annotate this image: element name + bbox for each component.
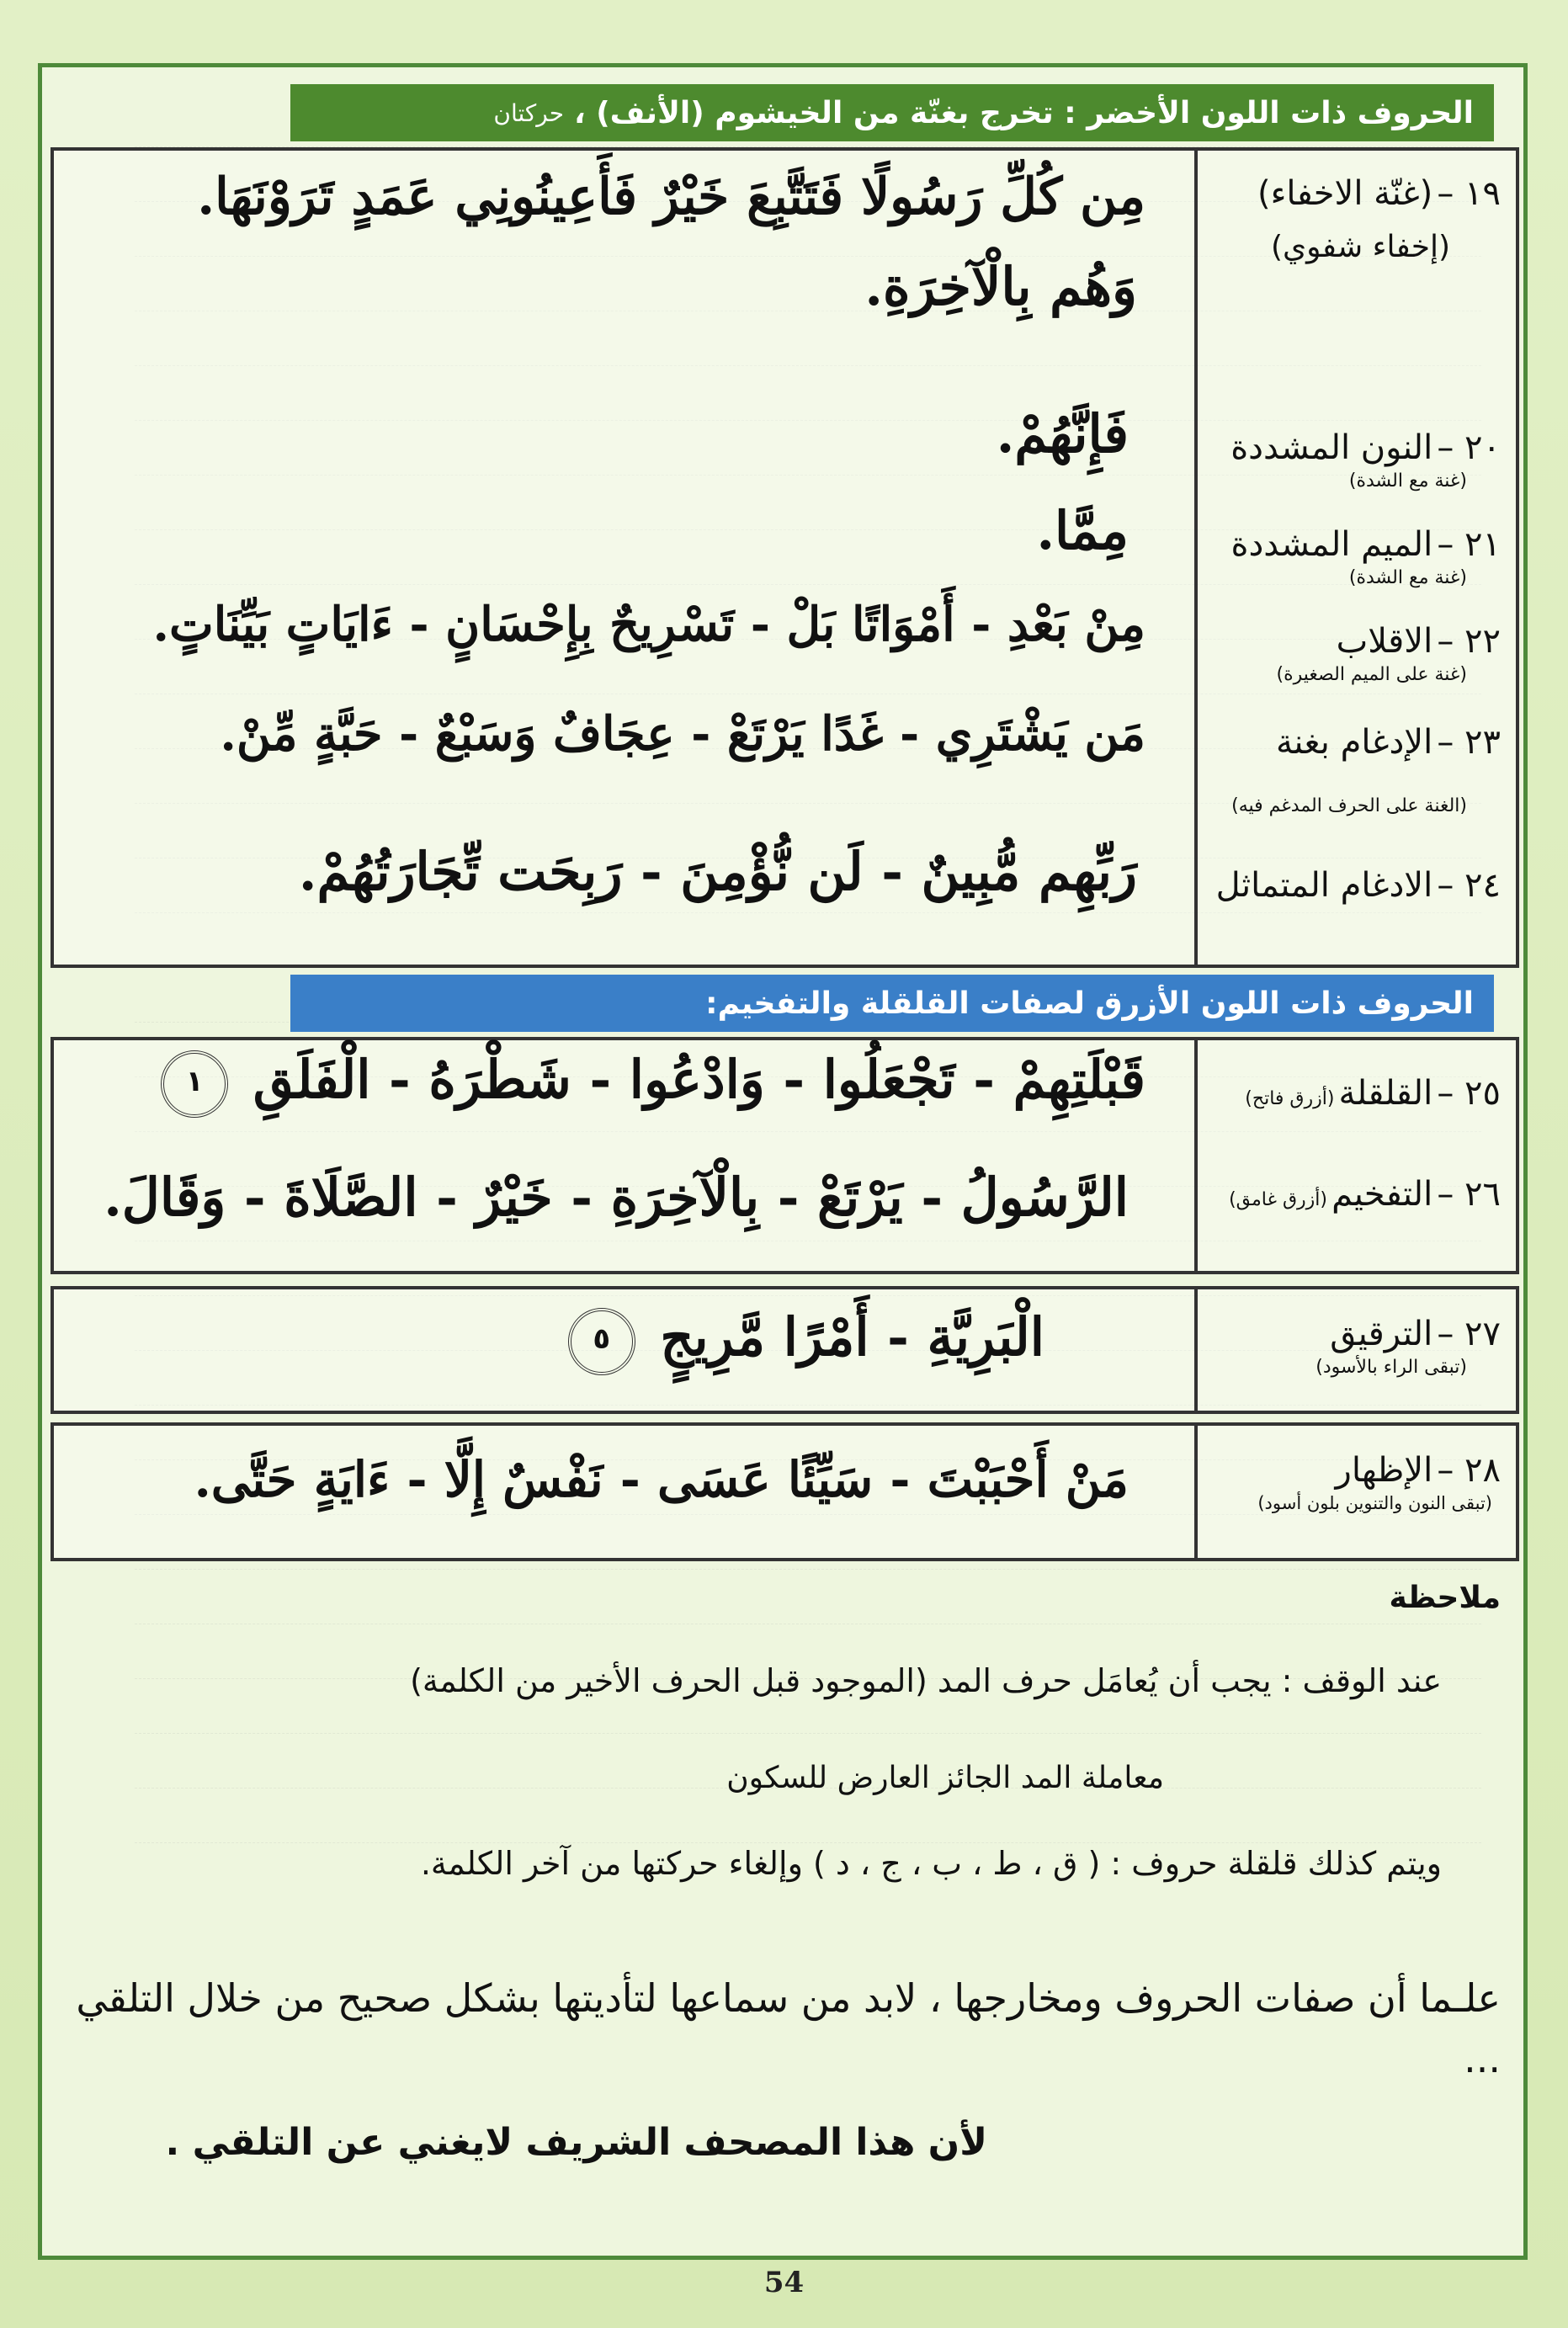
izhar-section — [50, 1422, 1519, 1561]
rule-subtitle: (غنة مع الشدة) — [1348, 567, 1467, 588]
rule-number: ١٩ – — [1437, 174, 1501, 213]
rule-25-label — [1147, 1074, 1501, 1113]
rule-subtitle: (غنة على الميم الصغيرة) — [1276, 664, 1467, 685]
rule-number: ٢٨ – — [1437, 1451, 1501, 1490]
rule-23-label — [1147, 723, 1501, 816]
qalqala-tafkhim-section — [50, 1037, 1519, 1274]
rule-subtitle: (غنة مع الشدة) — [1348, 470, 1467, 492]
example-iqlab: مِنْ بَعْدِ - أَمْوَاتًا بَلْ - تَسْرِيحٌ بِإِحْسَانٍ - ءَايَاتٍ بَيِّنَاتٍ. — [152, 597, 1145, 652]
page-number: 54 — [763, 2266, 805, 2299]
rule-number: ٢٢ – — [1437, 622, 1501, 661]
rule-title: النون المشددة — [1230, 428, 1433, 467]
example-ikhfa-line1: مِن كُلِّ رَسُولًا فَتَتَّبِعَ خَيْرٌ فَأَعِينُونِي عَمَدٍ تَرَوْنَهَا. — [197, 167, 1145, 226]
rule-title: الميم المشددة — [1230, 525, 1433, 564]
rule-title: الإظهار — [1335, 1451, 1433, 1490]
example-izhar: مَنْ أَحْبَبْتَ - سَيِّئًا عَسَى - نَفْسٌ إِلَّا - ءَايَةٍ حَتَّى. — [194, 1451, 1129, 1508]
rule-title: الإدغام بغنة — [1275, 723, 1433, 762]
rule-21-label — [1147, 525, 1501, 588]
note-line-qalqala: ويتم كذلك قلقلة حروف : ( ق ، ط ، ب ، ج ، د ) وإلغاء حركتها من آخر الكلمة. — [420, 1845, 1442, 1882]
example-ikhfa-line2: وَهُم بِالْآخِرَةِ. — [864, 256, 1137, 317]
green-banner-title: الحروف ذات اللون الأخضر : تخرج بغنّة من الخيشوم (الأنف) ، — [574, 95, 1474, 130]
ayah-marker: ٥ — [568, 1308, 635, 1375]
example-meem-mushaddada: مِمَّا. — [1036, 500, 1129, 561]
rule-number: ٢٥ – — [1437, 1074, 1501, 1113]
rule-subtitle: (تبقى النون والتنوين بلون أسود) — [1257, 1493, 1492, 1513]
rule-subtitle: (أزرق فاتح) — [1245, 1088, 1335, 1109]
rule-title: الادغام المتماثل — [1215, 866, 1433, 905]
tarqiq-section — [50, 1286, 1519, 1414]
example-tarqiq — [561, 1306, 1044, 1375]
rule-26-label — [1147, 1175, 1501, 1214]
rule-24-label — [1147, 866, 1501, 905]
rule-number: ٢١ – — [1437, 525, 1501, 564]
example-qalqala-text: قَبْلَتِهِمْ - تَجْعَلُوا - وَادْعُوا - شَطْرَهُ - الْفَلَقِ — [252, 1049, 1145, 1110]
rule-number: ٢٤ – — [1437, 866, 1501, 905]
ayah-marker: ١ — [161, 1050, 228, 1118]
green-banner-sub: حركتان — [493, 98, 565, 127]
blue-letters-banner — [290, 975, 1494, 1032]
rule-title: (غنّة الاخفاء) — [1257, 174, 1433, 213]
rule-22-label — [1147, 622, 1501, 685]
example-idgham-mutamathil: رَبِّهِم مُّبِينٌ - لَن نُّؤْمِنَ - رَبِحَت تِّجَارَتُهُمْ. — [298, 841, 1137, 902]
ghunna-rules-section — [50, 147, 1519, 968]
example-tarqiq-text: الْبَرِيَّةِ - أَمْرًا مَّرِيجٍ — [660, 1306, 1044, 1368]
example-idgham-ghunna: مَن يَشْتَرِي - غَدًا يَرْتَعْ - عِجَافٌ وَسَبْعٌ - حَبَّةٍ مِّنْ. — [220, 706, 1145, 762]
rule-title: التفخيم — [1331, 1175, 1433, 1214]
rule-subtitle: (تبقى الراء بالأسود) — [1316, 1357, 1467, 1378]
rule-number: ٢٦ – — [1437, 1175, 1501, 1214]
rule-title: الاقلاب — [1336, 622, 1433, 661]
blue-banner-title: الحروف ذات اللون الأزرق لصفات القلقلة والتفخيم: — [705, 986, 1474, 1021]
note-line-madd: معاملة المد الجائز العارض للسكون — [726, 1761, 1164, 1795]
note-line-mushaf: لأن هذا المصحف الشريف لايغني عن التلقي . — [165, 2121, 987, 2164]
rule-19-label — [1147, 174, 1501, 264]
example-qalqala — [154, 1049, 1145, 1118]
rule-27-label — [1147, 1315, 1501, 1378]
rule-title: القلقلة — [1338, 1074, 1433, 1113]
example-tafkhim: الرَّسُولُ - يَرْتَعْ - بِالْآخِرَةِ - خَيْرٌ - الصَّلَاةَ - وَقَالَ. — [104, 1167, 1129, 1228]
rule-number: ٢٠ – — [1437, 428, 1501, 467]
rule-subtitle: (إخفاء شفوي) — [1270, 230, 1450, 264]
rule-20-label — [1147, 428, 1501, 492]
rule-number: ٢٧ – — [1437, 1315, 1501, 1353]
rule-subtitle: (الغنة على الحرف المدغم فيه) — [1231, 795, 1467, 816]
rule-number: ٢٣ – — [1437, 723, 1501, 762]
example-noon-mushaddada: فَإِنَّهُمْ. — [996, 403, 1129, 465]
rule-title: الترقيق — [1330, 1315, 1433, 1353]
note-line-waqf: عند الوقف : يجب أن يُعامَل حرف المد (الموجود قبل الحرف الأخير من الكلمة) — [410, 1662, 1442, 1699]
note-heading: ملاحظة — [1389, 1581, 1501, 1615]
rule-subtitle: (أزرق غامق) — [1229, 1189, 1327, 1210]
green-letters-banner — [290, 84, 1494, 141]
note-line-talaqqi: علـما أن صفات الحروف ومخارجها ، لابد من سماعها لتأديتها بشكل صحيح من خلال التلقي ... — [76, 1975, 1501, 2081]
rule-28-label — [1147, 1451, 1501, 1513]
